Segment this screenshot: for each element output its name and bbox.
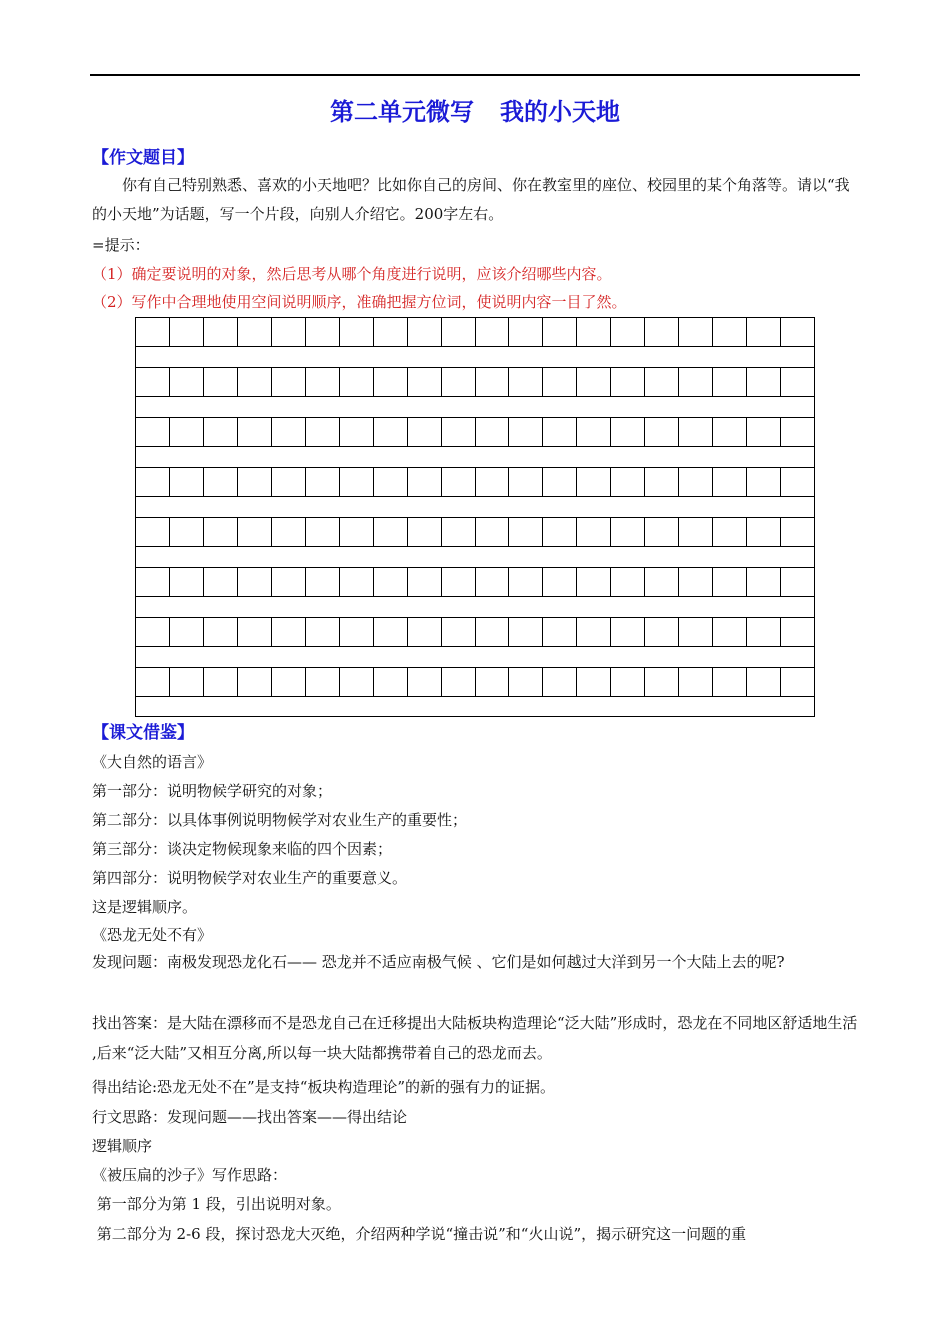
grid-cell[interactable] [170,567,204,597]
grid-cell[interactable] [340,317,374,347]
grid-cell[interactable] [374,617,408,647]
grid-cell[interactable] [713,367,747,397]
grid-cell[interactable] [679,667,713,697]
tip-2: （2）写作中合理地使用空间说明顺序，准确把握方位词，使说明内容一目了然。 [92,293,627,311]
grid-cell[interactable] [645,367,679,397]
tips-label: =提示： [92,236,150,254]
grid-row [135,367,815,397]
grid-cell[interactable] [747,467,781,497]
grid-cell[interactable] [204,467,238,497]
grid-row [135,467,815,497]
grid-cell[interactable] [374,667,408,697]
section-heading-reference: 【课文借鉴】 [92,723,194,743]
grid-cell[interactable] [272,567,306,597]
grid-cell[interactable] [408,617,442,647]
grid-spacer [135,647,815,667]
grid-cell[interactable] [170,617,204,647]
text-line: 行文思路：发现问题——找出答案——得出结论 [92,1108,408,1126]
grid-cell[interactable] [442,617,476,647]
grid-cell[interactable] [204,417,238,447]
grid-cell[interactable] [577,367,611,397]
grid-spacer [135,447,815,467]
grid-cell[interactable] [272,517,306,547]
grid-cell[interactable] [408,367,442,397]
grid-cell[interactable] [272,667,306,697]
grid-cell[interactable] [577,567,611,597]
grid-cell[interactable] [713,617,747,647]
grid-cell[interactable] [204,667,238,697]
grid-cell[interactable] [408,667,442,697]
grid-cell[interactable] [136,567,170,597]
grid-cell[interactable] [611,367,645,397]
grid-cell[interactable] [611,317,645,347]
grid-cell[interactable] [340,567,374,597]
grid-row [135,417,815,447]
title-part1: 第二单元微写 [330,98,474,126]
grid-spacer [135,697,815,717]
grid-cell[interactable] [476,417,510,447]
grid-cell[interactable] [442,667,476,697]
text-line: 得出结论:恐龙无处不在”是支持“板块构造理论”的新的强有力的证据。 [92,1078,556,1096]
grid-cell[interactable] [272,367,306,397]
grid-cell[interactable] [442,567,476,597]
grid-cell[interactable] [509,417,543,447]
grid-cell[interactable] [476,467,510,497]
grid-cell[interactable] [374,317,408,347]
find-answer-paragraph: 找出答案：是大陆在漂移而不是恐龙自己在迁移提出大陆板块构造理论“泛大陆”形成时，恐龙在不同地区舒适地生活 ,后来“泛大陆”又相互分离,所以每一块大陆都携带着自己的恐龙而去。 [92,1014,858,1062]
grid-cell[interactable] [238,367,272,397]
text-line: 逻辑顺序 [92,1137,153,1155]
grid-cell[interactable] [781,417,815,447]
grid-cell[interactable] [645,517,679,547]
grid-cell[interactable] [577,467,611,497]
grid-cell[interactable] [408,417,442,447]
grid-row [135,317,815,347]
text-line: 第一部分为第 1 段，引出说明对象。 [92,1195,341,1213]
grid-cell[interactable] [340,617,374,647]
grid-cell[interactable] [543,567,577,597]
grid-cell[interactable] [136,667,170,697]
grid-cell[interactable] [611,617,645,647]
grid-cell[interactable] [577,517,611,547]
grid-cell[interactable] [611,667,645,697]
grid-cell[interactable] [781,367,815,397]
grid-cell[interactable] [611,517,645,547]
grid-cell[interactable] [476,517,510,547]
text-line: 《大自然的语言》 [92,753,213,771]
tip-1: （1）确定要说明的对象，然后思考从哪个角度进行说明，应该介绍哪些内容。 [92,265,612,283]
grid-cell[interactable] [645,617,679,647]
grid-cell[interactable] [238,517,272,547]
grid-cell[interactable] [645,667,679,697]
grid-cell[interactable] [781,617,815,647]
grid-cell[interactable] [476,617,510,647]
grid-cell[interactable] [509,667,543,697]
grid-cell[interactable] [543,667,577,697]
grid-cell[interactable] [306,667,340,697]
grid-cell[interactable] [306,567,340,597]
grid-cell[interactable] [747,517,781,547]
grid-spacer [135,497,815,517]
grid-cell[interactable] [306,417,340,447]
grid-cell[interactable] [408,467,442,497]
grid-cell[interactable] [543,367,577,397]
grid-cell[interactable] [713,667,747,697]
grid-spacer [135,597,815,617]
grid-cell[interactable] [509,517,543,547]
text-line: 《恐龙无处不有》 [92,926,213,944]
grid-cell[interactable] [340,667,374,697]
grid-cell[interactable] [442,517,476,547]
grid-cell[interactable] [679,617,713,647]
grid-cell[interactable] [509,617,543,647]
grid-cell[interactable] [136,417,170,447]
grid-cell[interactable] [476,317,510,347]
section-heading-topic: 【作文题目】 [92,148,194,168]
grid-cell[interactable] [170,417,204,447]
grid-cell[interactable] [306,467,340,497]
grid-cell[interactable] [713,567,747,597]
grid-cell[interactable] [611,567,645,597]
grid-cell[interactable] [408,567,442,597]
grid-cell[interactable] [374,467,408,497]
grid-cell[interactable] [781,517,815,547]
grid-cell[interactable] [713,467,747,497]
grid-cell[interactable] [747,617,781,647]
grid-cell[interactable] [543,417,577,447]
grid-cell[interactable] [238,617,272,647]
grid-cell[interactable] [136,617,170,647]
grid-cell[interactable] [170,317,204,347]
grid-cell[interactable] [238,467,272,497]
grid-cell[interactable] [272,467,306,497]
grid-cell[interactable] [747,567,781,597]
grid-row [135,517,815,547]
grid-cell[interactable] [509,367,543,397]
grid-cell[interactable] [442,417,476,447]
writing-grid[interactable] [135,317,815,717]
grid-cell[interactable] [679,317,713,347]
title-part2: 我的小天地 [500,98,620,126]
grid-cell[interactable] [306,617,340,647]
grid-cell[interactable] [679,367,713,397]
grid-cell[interactable] [476,667,510,697]
grid-cell[interactable] [374,517,408,547]
grid-cell[interactable] [577,617,611,647]
grid-cell[interactable] [340,367,374,397]
grid-cell[interactable] [136,517,170,547]
grid-cell[interactable] [577,667,611,697]
grid-cell[interactable] [645,417,679,447]
grid-cell[interactable] [747,367,781,397]
grid-spacer [135,547,815,567]
grid-cell[interactable] [747,317,781,347]
grid-cell[interactable] [543,467,577,497]
grid-cell[interactable] [442,467,476,497]
grid-cell[interactable] [136,467,170,497]
grid-cell[interactable] [713,517,747,547]
grid-cell[interactable] [374,417,408,447]
text-line: 第二部分：以具体事例说明物候学对农业生产的重要性； [92,811,468,829]
grid-cell[interactable] [781,667,815,697]
grid-cell[interactable] [204,617,238,647]
text-line: 第四部分：说明物候学对农业生产的重要意义。 [92,869,408,887]
grid-cell[interactable] [781,467,815,497]
grid-cell[interactable] [204,517,238,547]
grid-cell[interactable] [340,417,374,447]
grid-cell[interactable] [577,317,611,347]
grid-spacer [135,347,815,367]
grid-cell[interactable] [543,517,577,547]
grid-cell[interactable] [170,517,204,547]
grid-cell[interactable] [204,317,238,347]
grid-cell[interactable] [238,567,272,597]
grid-cell[interactable] [679,417,713,447]
grid-cell[interactable] [611,417,645,447]
grid-cell[interactable] [306,317,340,347]
grid-cell[interactable] [476,367,510,397]
grid-cell[interactable] [509,467,543,497]
grid-cell[interactable] [408,517,442,547]
grid-cell[interactable] [543,317,577,347]
grid-cell[interactable] [645,317,679,347]
grid-row [135,567,815,597]
grid-cell[interactable] [645,567,679,597]
grid-cell[interactable] [170,367,204,397]
grid-spacer [135,397,815,417]
grid-cell[interactable] [238,317,272,347]
grid-cell[interactable] [340,517,374,547]
grid-cell[interactable] [408,317,442,347]
text-line: 第一部分：说明物候学研究的对象； [92,782,333,800]
grid-cell[interactable] [476,567,510,597]
text-line: 第三部分：谈决定物候现象来临的四个因素； [92,840,393,858]
grid-cell[interactable] [272,317,306,347]
grid-cell[interactable] [374,567,408,597]
grid-cell[interactable] [204,367,238,397]
grid-row [135,617,815,647]
grid-cell[interactable] [543,617,577,647]
grid-cell[interactable] [170,667,204,697]
grid-cell[interactable] [374,367,408,397]
grid-cell[interactable] [509,317,543,347]
grid-cell[interactable] [136,367,170,397]
text-line: 《被压扁的沙子》写作思路： [92,1166,288,1184]
grid-cell[interactable] [645,467,679,497]
page-title [0,92,950,127]
grid-cell[interactable] [306,367,340,397]
find-problem-paragraph: 发现问题：南极发现恐龙化石—— 恐龙并不适应南极气候 、它们是如何越过大洋到另一个大陆上去的呢? [92,953,785,971]
grid-cell[interactable] [442,317,476,347]
grid-cell[interactable] [509,567,543,597]
grid-cell[interactable] [747,667,781,697]
grid-cell[interactable] [747,417,781,447]
grid-cell[interactable] [136,317,170,347]
grid-cell[interactable] [781,567,815,597]
grid-cell[interactable] [204,567,238,597]
grid-cell[interactable] [272,617,306,647]
grid-cell[interactable] [713,417,747,447]
grid-row [135,667,815,697]
grid-cell[interactable] [272,417,306,447]
text-line: 第二部分为 2-6 段，探讨恐龙大灭绝，介绍两种学说“撞击说”和“火山说”，揭示研究这一问题的重 [92,1225,747,1243]
grid-cell[interactable] [679,467,713,497]
grid-cell[interactable] [170,467,204,497]
grid-cell[interactable] [679,517,713,547]
grid-cell[interactable] [781,317,815,347]
topic-prompt: 你有自己特别熟悉、喜欢的小天地吧？比如你自己的房间、你在教室里的座位、校园里的某个角落等。请以“我的小天地”为话题，写一个片段，向别人介绍它。200字左右。 [92,176,850,223]
grid-cell[interactable] [442,367,476,397]
grid-cell[interactable] [238,417,272,447]
grid-cell[interactable] [238,667,272,697]
grid-cell[interactable] [611,467,645,497]
grid-cell[interactable] [679,567,713,597]
grid-cell[interactable] [306,517,340,547]
top-rule [90,74,860,76]
grid-cell[interactable] [340,467,374,497]
grid-cell[interactable] [577,417,611,447]
grid-cell[interactable] [713,317,747,347]
text-line: 这是逻辑顺序。 [92,898,198,916]
